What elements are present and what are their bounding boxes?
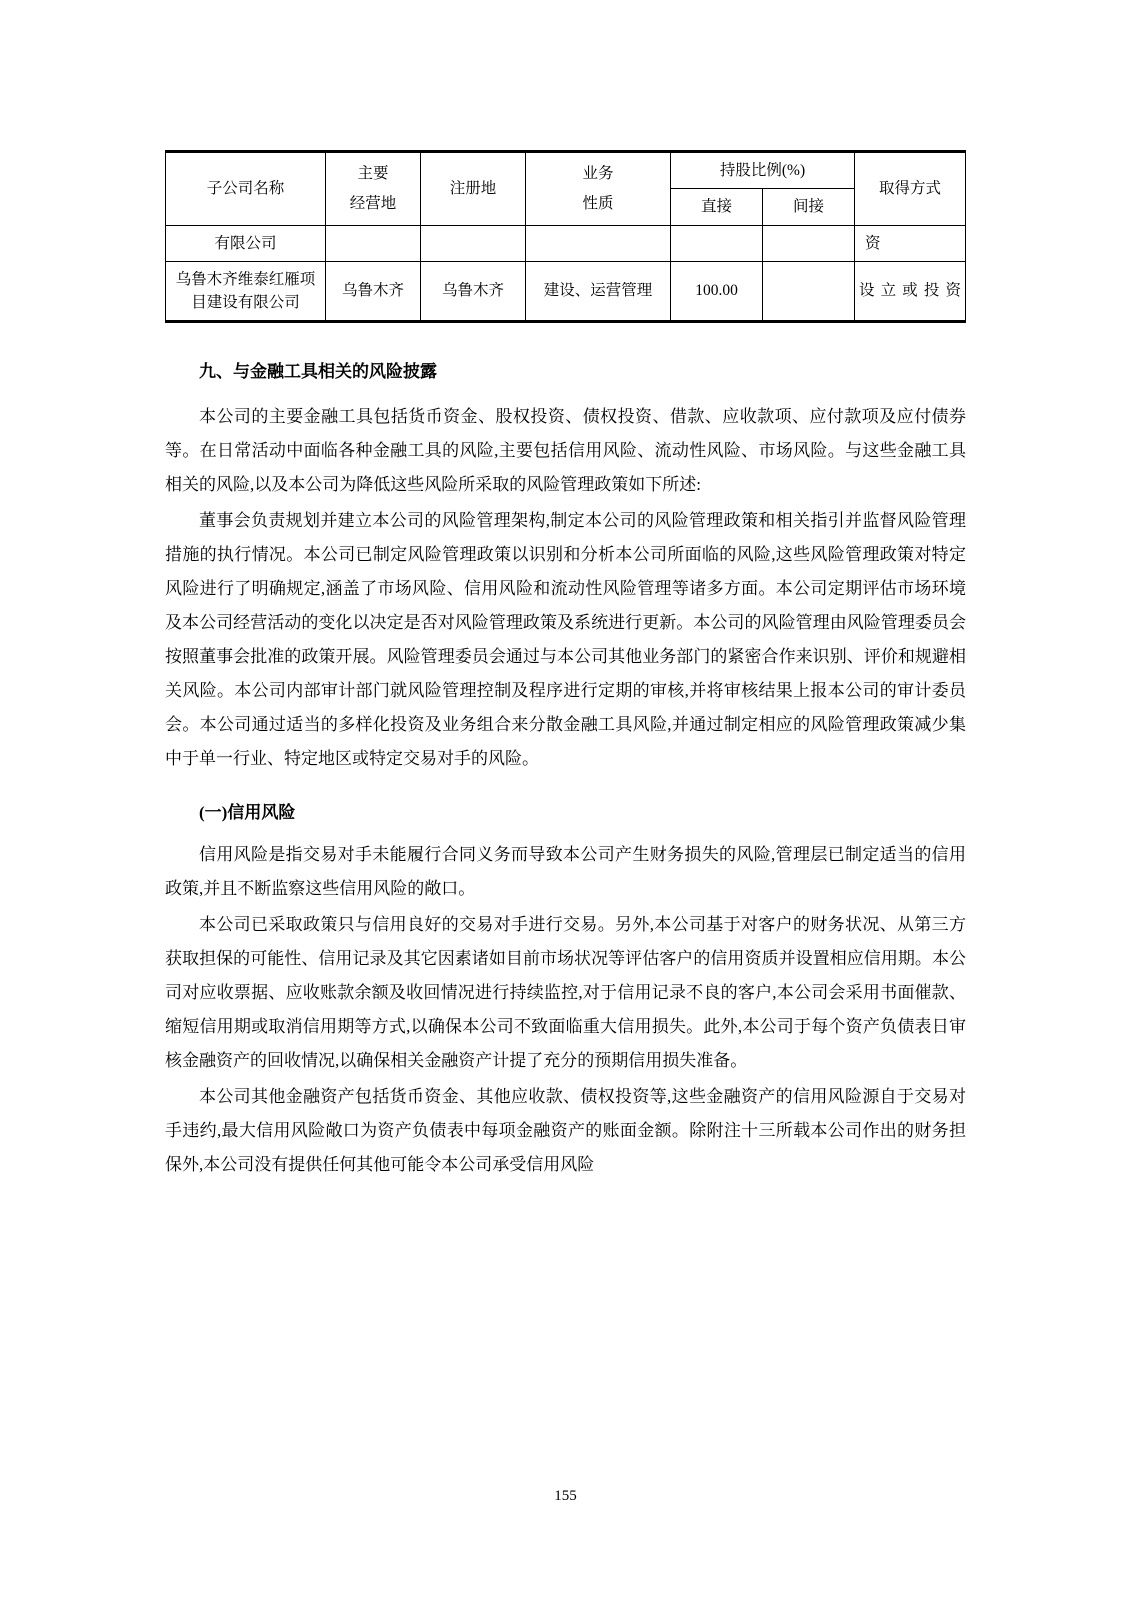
paragraph-other-financial-assets: 本公司其他金融资产包括货币资金、其他应收款、债权投资等,这些金融资产的信用风险源自于交易对手违约,最大信用风险敞口为资产负债表中每项金融资产的账面金额。除附注十三所载本公司作出的财务担保外,本公司没有提供任何其他可能令本公司承受信用风险: [165, 1087, 966, 1175]
cell-acquire-method: 资: [855, 225, 966, 261]
header-main-operation-line2: 经营地: [349, 194, 397, 212]
header-registration-place: 注册地: [421, 152, 526, 226]
cell-subsidiary-name: 乌鲁木齐维泰红雁项目建设有限公司: [166, 261, 326, 322]
header-business-nature-line2: 性质: [582, 194, 614, 212]
header-business-nature: [526, 152, 671, 226]
paragraph-credit-policy: 本公司已采取政策只与信用良好的交易对手进行交易。另外,本公司基于对客户的财务状况、从第三方获取担保的可能性、信用记录及其它因素诸如目前市场状况等评估客户的信用资质并设置相应信用期。本公司对应收票据、应收账款余额及收回情况进行持续监控,对于信用记录不良的客户,本公司会采用书面催款、缩短信用期或取消信用期等方式,以确保本公司不致面临重大信用损失。此外,本公司于每个资产负债表日审核金融资产的回收情况,以确保相关金融资产计提了充分的预期信用损失准备。: [165, 915, 966, 1071]
header-subsidiary-name: 子公司名称: [166, 152, 326, 226]
cell-business-nature: 建设、运营管理: [526, 261, 671, 322]
cell-holding-direct: 100.00: [671, 261, 763, 322]
cell-business-nature: [526, 225, 671, 261]
cell-registration-place: 乌鲁木齐: [421, 261, 526, 322]
cell-holding-direct: [671, 225, 763, 261]
header-holding-ratio: 持股比例(%): [671, 152, 855, 189]
table-header-row: [166, 152, 966, 189]
cell-main-operation: 乌鲁木齐: [326, 261, 421, 322]
table-row: [166, 261, 966, 322]
subsection-heading-credit-risk: (一)信用风险: [199, 802, 296, 822]
header-main-operation-line1: 主要: [357, 165, 389, 183]
cell-acquire-method: 设立或投资: [855, 261, 966, 322]
cell-subsidiary-name: 有限公司: [166, 225, 326, 261]
section-heading: 九、与金融工具相关的风险披露: [199, 362, 437, 382]
header-acquire-method: 取得方式: [855, 152, 966, 226]
header-holding-indirect: 间接: [763, 189, 855, 225]
cell-main-operation: [326, 225, 421, 261]
cell-holding-indirect: [763, 225, 855, 261]
page-number: 155: [554, 1488, 577, 1504]
subsidiaries-table: [165, 150, 966, 323]
header-business-nature-line1: 业务: [582, 165, 614, 183]
paragraph-risk-governance: 董事会负责规划并建立本公司的风险管理架构,制定本公司的风险管理政策和相关指引并监督风险管理措施的执行情况。本公司已制定风险管理政策以识别和分析本公司所面临的风险,这些风险管理政策对特定风险进行了明确规定,涵盖了市场风险、信用风险和流动性风险管理等诸多方面。本公司定期评估市场环境及本公司经营活动的变化以决定是否对风险管理政策及系统进行更新。本公司的风险管理由风险管理委员会按照董事会批准的政策开展。风险管理委员会通过与本公司其他业务部门的紧密合作来识别、评价和规避相关风险。本公司内部审计部门就风险管理控制及程序进行定期的审核,并将审核结果上报本公司的审计委员会。本公司通过适当的多样化投资及业务组合来分散金融工具风险,并通过制定相应的风险管理政策减少集中于单一行业、特定地区或特定交易对手的风险。: [165, 510, 966, 768]
cell-registration-place: [421, 225, 526, 261]
header-holding-direct: 直接: [671, 189, 763, 225]
paragraph-credit-risk-definition: 信用风险是指交易对手未能履行合同义务而导致本公司产生财务损失的风险,管理层已制定适当的信用政策,并且不断监察这些信用风险的敞口。: [165, 845, 966, 899]
table-row: [166, 225, 966, 261]
cell-holding-indirect: [763, 261, 855, 322]
paragraph-financial-instruments-overview: 本公司的主要金融工具包括货币资金、股权投资、债权投资、借款、应收款项、应付款项及应付债券等。在日常活动中面临各种金融工具的风险,主要包括信用风险、流动性风险、市场风险。与这些金融工具相关的风险,以及本公司为降低这些风险所采取的风险管理政策如下所述:: [165, 406, 966, 494]
header-main-operation: [326, 152, 421, 226]
